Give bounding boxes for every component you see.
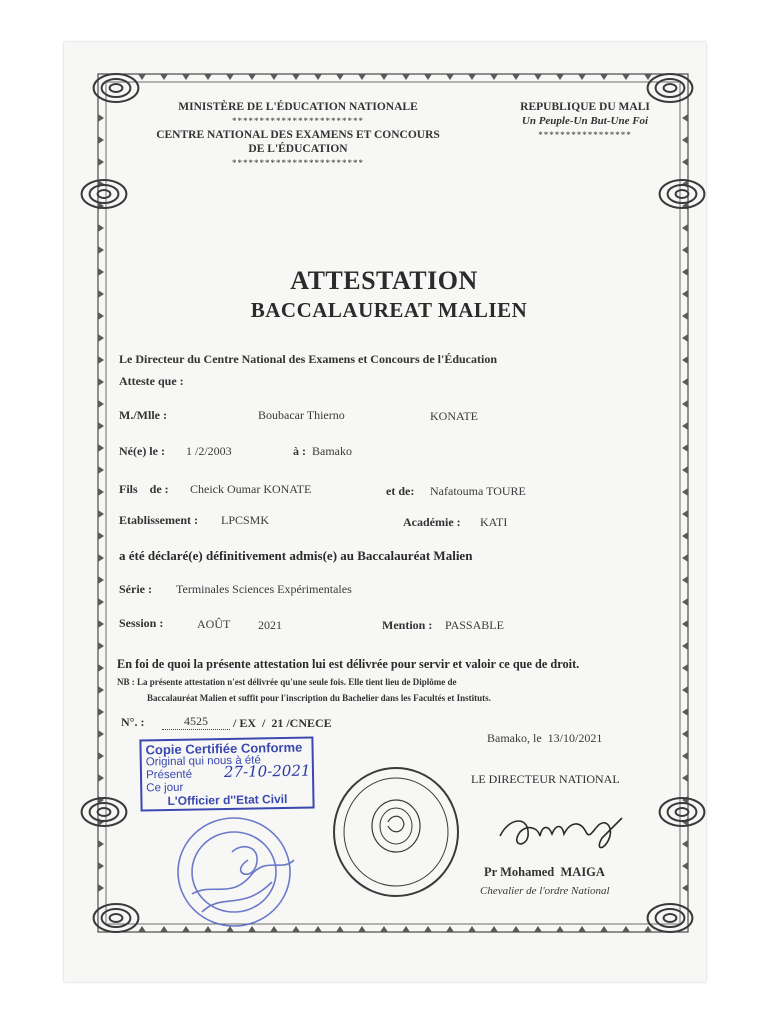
border-ornament [556,74,564,80]
border-ornament [98,686,104,694]
border-ornament [98,356,104,364]
border-ornament [534,74,542,80]
ministry-line: MINISTÈRE DE L'ÉDUCATION NATIONALE [178,101,418,113]
father-name: Cheick Oumar KONATE [190,482,312,496]
border-ornament [446,74,454,80]
border-ornament [682,378,688,386]
border-ornament [578,74,586,80]
border-ornament [682,334,688,342]
border-ornament [534,926,542,932]
border-ornament [160,926,168,932]
number-label: N°. : [121,715,145,729]
born-date: 1 /2/2003 [186,444,232,458]
border-spiral [664,914,677,922]
intro-line: Le Directeur du Centre National des Examens et Concours de l'Éducation [119,352,497,366]
border-spiral [664,84,677,92]
border-ornament [98,774,104,782]
father-label: Fils de : [119,482,169,496]
border-ornament [468,74,476,80]
border-ornament [600,74,608,80]
border-ornament [682,422,688,430]
border-ornament [380,74,388,80]
stamp-copy-line2: Original qui nous à été [145,754,261,769]
last-name: KONATE [430,409,478,423]
border-ornament [644,74,652,80]
stamp-copy-line4: Ce jour [146,781,184,795]
mention-value: PASSABLE [445,618,504,632]
border-ornament [98,598,104,606]
border-ornament [98,620,104,628]
border-ornament [270,74,278,80]
director-title: LE DIRECTEUR NATIONAL [471,772,620,786]
doc-subtitle: BACCALAUREAT MALIEN [250,298,528,322]
stamp-copy-line5: L'Officier d''Etat Civil [167,791,288,809]
border-ornament [358,926,366,932]
border-ornament [98,862,104,870]
stars-divider-3: ***************** [538,130,632,140]
border-ornament [490,926,498,932]
border-spiral [98,190,111,198]
border-ornament [682,444,688,452]
name-label: M./Mlle : [119,408,167,422]
border-spiral [676,808,689,816]
border-ornament [682,774,688,782]
header-ministry [120,100,476,170]
border-ornament [682,884,688,892]
stars-divider-2: ************************ [232,158,364,168]
border-ornament [98,224,104,232]
border-spiral [110,84,123,92]
border-ornament [682,510,688,518]
border-ornament [682,400,688,408]
border-ornament [468,926,476,932]
border-ornament [490,74,498,80]
border-ornament [98,136,104,144]
border-ornament [98,158,104,166]
stamp-copy-line1: Copie Certifiée Conforme [145,739,303,758]
border-ornament [98,246,104,254]
serie-label: Série : [119,582,152,596]
admitted-statement: a été déclaré(e) définitivement admis(e) au Baccalauréat Malien [119,548,473,563]
border-ornament [682,466,688,474]
border-ornament [682,246,688,254]
border-ornament [98,730,104,738]
border-ornament [682,136,688,144]
number-value: 4525 [162,714,230,730]
border-ornament [682,620,688,628]
stamp-copy-line3: Présenté [145,768,193,782]
certified-copy-stamp [139,736,314,811]
border-spiral [668,185,697,203]
nb-line-2: Baccalauréat Malien et suffit pour l'inscription du Bachelier dans les Facultés et Instituts. [147,693,491,703]
border-ornament [358,74,366,80]
border-ornament [682,708,688,716]
border-ornament [160,74,168,80]
mother-name: Nafatouma TOURE [430,484,526,498]
border-spiral [90,185,119,203]
border-ornament [682,862,688,870]
border-ornament [682,532,688,540]
border-ornament [98,532,104,540]
border-ornament [98,422,104,430]
border-ornament [600,926,608,932]
municipal-seal [172,812,302,930]
border-ornament [446,926,454,932]
border-ornament [682,576,688,584]
border-ornament [682,730,688,738]
border-ornament [182,74,190,80]
border-ornament [248,74,256,80]
border-ornament [424,926,432,932]
session-month: AOÛT [197,617,231,631]
closing-statement: En foi de quoi la présente attestation lui est délivrée pour servir et valoir ce que de droit. [117,657,580,671]
republic-line: REPUBLIQUE DU MALI [520,101,650,113]
border-ornament [682,686,688,694]
center-line-2: DE L'ÉDUCATION [248,143,348,155]
session-year: 2021 [258,618,282,632]
border-ornament [682,356,688,364]
stars-divider: ************************ [232,116,364,126]
border-ornament [682,642,688,650]
academy-label: Académie : [403,515,461,529]
border-ornament [98,334,104,342]
border-ornament [204,74,212,80]
border-spiral [90,803,119,821]
border-ornament [138,926,146,932]
border-spiral [110,914,123,922]
border-ornament [98,664,104,672]
border-ornament [682,114,688,122]
border-ornament [138,74,146,80]
border-ornament [336,74,344,80]
director-signature [490,806,630,856]
border-ornament [98,884,104,892]
border-ornament [98,554,104,562]
school-name: LPCSMK [221,513,270,527]
border-spiral [98,808,111,816]
mention-label: Mention : [382,618,433,632]
border-ornament [622,74,630,80]
border-ornament [682,158,688,166]
nb-line-1: NB : La présente attestation n'est délivrée qu'une seule fois. Elle tient lieu de Diplôme de [117,677,457,687]
border-ornament [314,74,322,80]
border-spiral [676,190,689,198]
border-spiral [668,803,697,821]
border-ornament [682,554,688,562]
serie-value: Terminales Sciences Expérimentales [176,582,352,596]
border-ornament [644,926,652,932]
border-ornament [98,642,104,650]
number-suffix: / EX / 21 /CNECE [233,716,332,730]
republic-motto: Un Peuple-Un But-Une Foi [521,115,649,127]
border-ornament [556,926,564,932]
first-name: Boubacar Thierno [258,408,345,422]
border-ornament [578,926,586,932]
border-ornament [98,510,104,518]
border-ornament [512,74,520,80]
session-label: Session : [119,616,164,630]
director-honor: Chevalier de l'ordre National [480,885,610,897]
border-ornament [682,664,688,672]
border-ornament [682,224,688,232]
border-ornament [292,74,300,80]
born-label: Né(e) le : [119,444,165,458]
director-name: Pr Mohamed MAIGA [484,865,605,879]
header-republic [500,100,670,142]
border-ornament [380,926,388,932]
academy-name: KATI [480,515,508,529]
border-ornament [226,74,234,80]
border-ornament [682,488,688,496]
border-ornament [682,840,688,848]
place-date: Bamako, le 13/10/2021 [487,731,603,745]
border-ornament [98,752,104,760]
border-ornament [98,444,104,452]
border-ornament [402,926,410,932]
border-ornament [424,74,432,80]
official-seal [330,762,464,902]
school-label: Etablissement : [119,513,198,527]
border-ornament [622,926,630,932]
border-ornament [682,598,688,606]
stamp-handwritten-date: 27-10-2021 [223,761,311,782]
border-ornament [512,926,520,932]
birth-place: Bamako [312,444,352,458]
border-ornament [98,840,104,848]
atteste-que: Atteste que : [119,374,184,388]
border-ornament [98,466,104,474]
border-ornament [682,752,688,760]
border-ornament [98,576,104,584]
place-label: à : [293,444,306,458]
border-ornament [98,488,104,496]
border-ornament [402,74,410,80]
border-ornament [98,378,104,386]
border-ornament [336,926,344,932]
doc-title: ATTESTATION [290,266,478,295]
center-line: CENTRE NATIONAL DES EXAMENS ET CONCOURS [156,129,440,141]
border-ornament [98,114,104,122]
border-ornament [98,400,104,408]
border-ornament [98,708,104,716]
mother-label: et de: [386,484,415,498]
border-ornament [314,926,322,932]
